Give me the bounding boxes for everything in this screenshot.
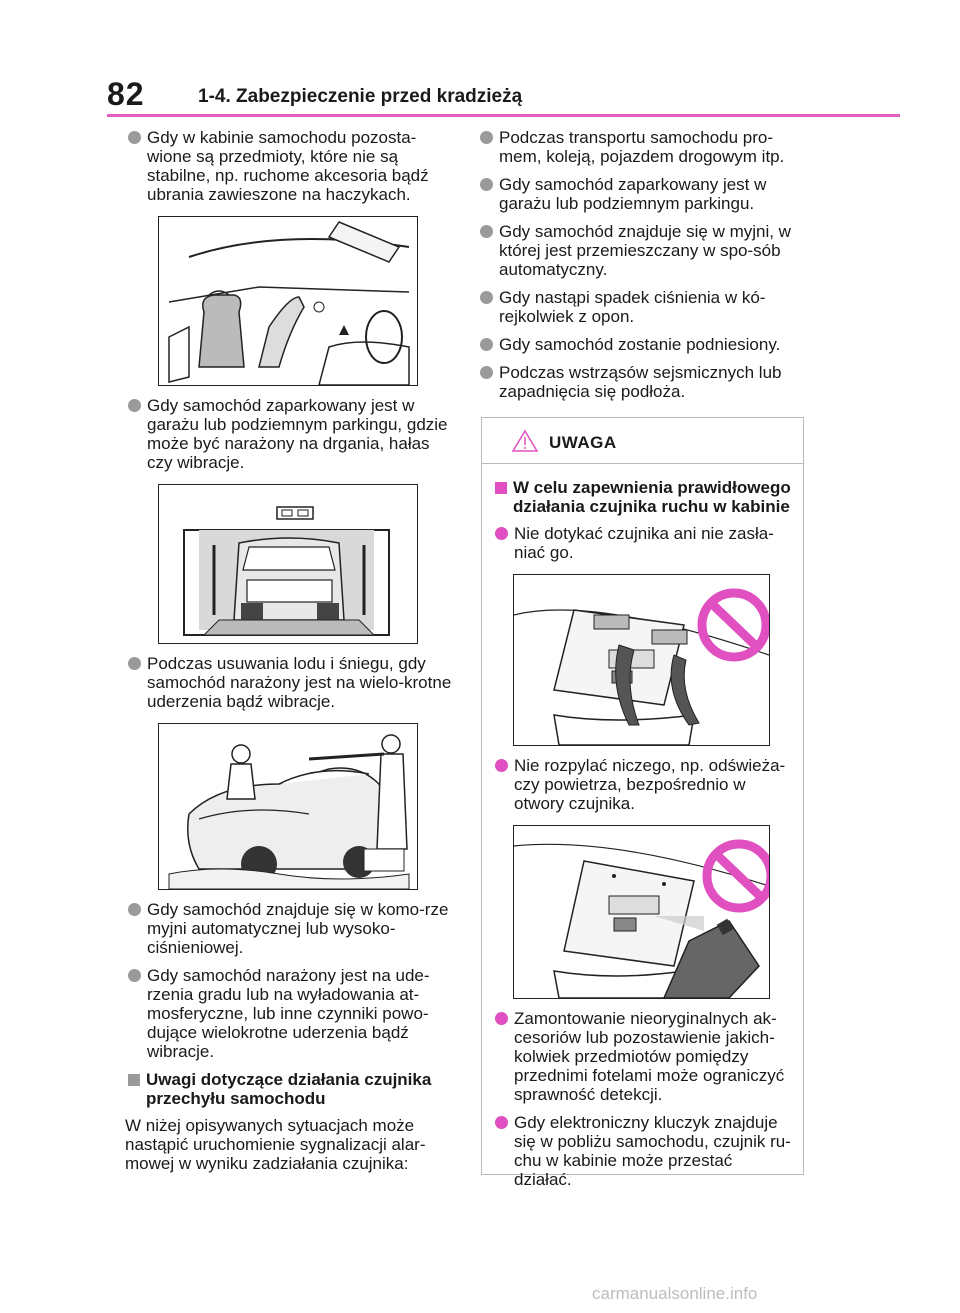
warning-triangle-icon [512, 430, 538, 452]
list-item: Podczas usuwania lodu i śniegu, gdy samochód narażony jest na wielo-krotne uderzenia bądź wibracje. [128, 654, 458, 711]
subheading: W celu zapewnienia prawidłowego działania czujnika ruchu w kabinie [495, 478, 791, 516]
list-item: Podczas transportu samochodu pro-mem, koleją, pojazdem drogowym itp. [480, 128, 800, 166]
list-item: Podczas wstrząsów sejsmicznych lub zapadnięcia się podłoża. [480, 363, 800, 401]
bullet-icon [480, 178, 493, 191]
square-bullet-icon [495, 482, 507, 494]
list-item: Gdy nastąpi spadek ciśnienia w kó-rejkolwiek z opon. [480, 288, 800, 326]
figure-snow-removal [158, 723, 418, 890]
warning-box [481, 417, 804, 1189]
list-item: Gdy samochód zaparkowany jest w garażu lub podziemnym parkingu, gdzie może być narażony na drgania, hałas czy wibracje. [128, 396, 458, 472]
list-item: Gdy elektroniczny kluczyk znajduje się w pobliżu samochodu, czujnik ru-chu w kabinie może przestać działać. [495, 1113, 791, 1189]
paragraph: W niżej opisywanych sytuacjach może nastąpić uruchomienie sygnalizacji alar-mowej w wyniku zadziałania czujnika: [125, 1116, 426, 1173]
bullet-icon [480, 225, 493, 238]
list-item: Gdy samochód zostanie podniesiony. [480, 335, 800, 354]
list-item: Gdy w kabinie samochodu pozosta-wione są przedmioty, które nie są stabilne, np. ruchome akcesoria bądź ubrania zawieszone na haczykach. [128, 128, 458, 204]
warning-body [482, 464, 803, 1189]
bullet-icon [495, 759, 508, 772]
list-item: Nie rozpylać niczego, np. odświeża-czy powietrza, bezpośrednio w otwory czujnika. [495, 756, 791, 813]
left-column [125, 128, 458, 1173]
warning-title: UWAGA [549, 433, 617, 452]
bullet-icon [128, 131, 141, 144]
square-bullet-icon [128, 1074, 140, 1086]
bullet-icon [480, 131, 493, 144]
figure-do-not-spray-sensor [513, 825, 770, 999]
bullet-icon [495, 1012, 508, 1025]
warning-header [482, 418, 803, 464]
section-title: 1-4. Zabezpieczenie przed kradzieżą [198, 86, 523, 107]
figure-garage [158, 484, 418, 644]
bullet-icon [495, 1116, 508, 1129]
subheading: Uwagi dotyczące działania czujnika przechyłu samochodu [128, 1070, 458, 1108]
list-item: Gdy samochód narażony jest na ude-rzenia gradu lub na wyładowania at-mosferyczne, lub inne czynniki powo-dujące wielokrotne uderzenia bądź wibracje. [128, 966, 458, 1061]
right-column [480, 128, 800, 410]
watermark: carmanualsonline.info [592, 1284, 758, 1303]
list-item: Gdy samochód znajduje się w myjni, w której jest przemieszczany w spo-sób automatyczny. [480, 222, 800, 279]
page-number: 82 [107, 76, 145, 112]
bullet-icon [128, 903, 141, 916]
list-item: Nie dotykać czujnika ani nie zasła-niać go. [495, 524, 791, 562]
bullet-icon [480, 338, 493, 351]
bullet-icon [128, 399, 141, 412]
list-item: Gdy samochód zaparkowany jest w garażu lub podziemnym parkingu. [480, 175, 800, 213]
header-divider [107, 114, 900, 117]
bullet-icon [128, 969, 141, 982]
bullet-icon [480, 291, 493, 304]
list-item: Gdy samochód znajduje się w komo-rze myjni automatycznej lub wysoko-ciśnieniowej. [128, 900, 458, 957]
figure-cabin-items [158, 216, 418, 386]
figure-do-not-touch-sensor [513, 574, 770, 746]
list-item: Zamontowanie nieoryginalnych ak-cesoriów lub pozostawienie jakich-kolwiek przedmiotów pomiędzy przednimi fotelami może ograniczyć sprawność detekcji. [495, 1009, 791, 1104]
bullet-icon [480, 366, 493, 379]
bullet-icon [128, 657, 141, 670]
bullet-icon [495, 527, 508, 540]
